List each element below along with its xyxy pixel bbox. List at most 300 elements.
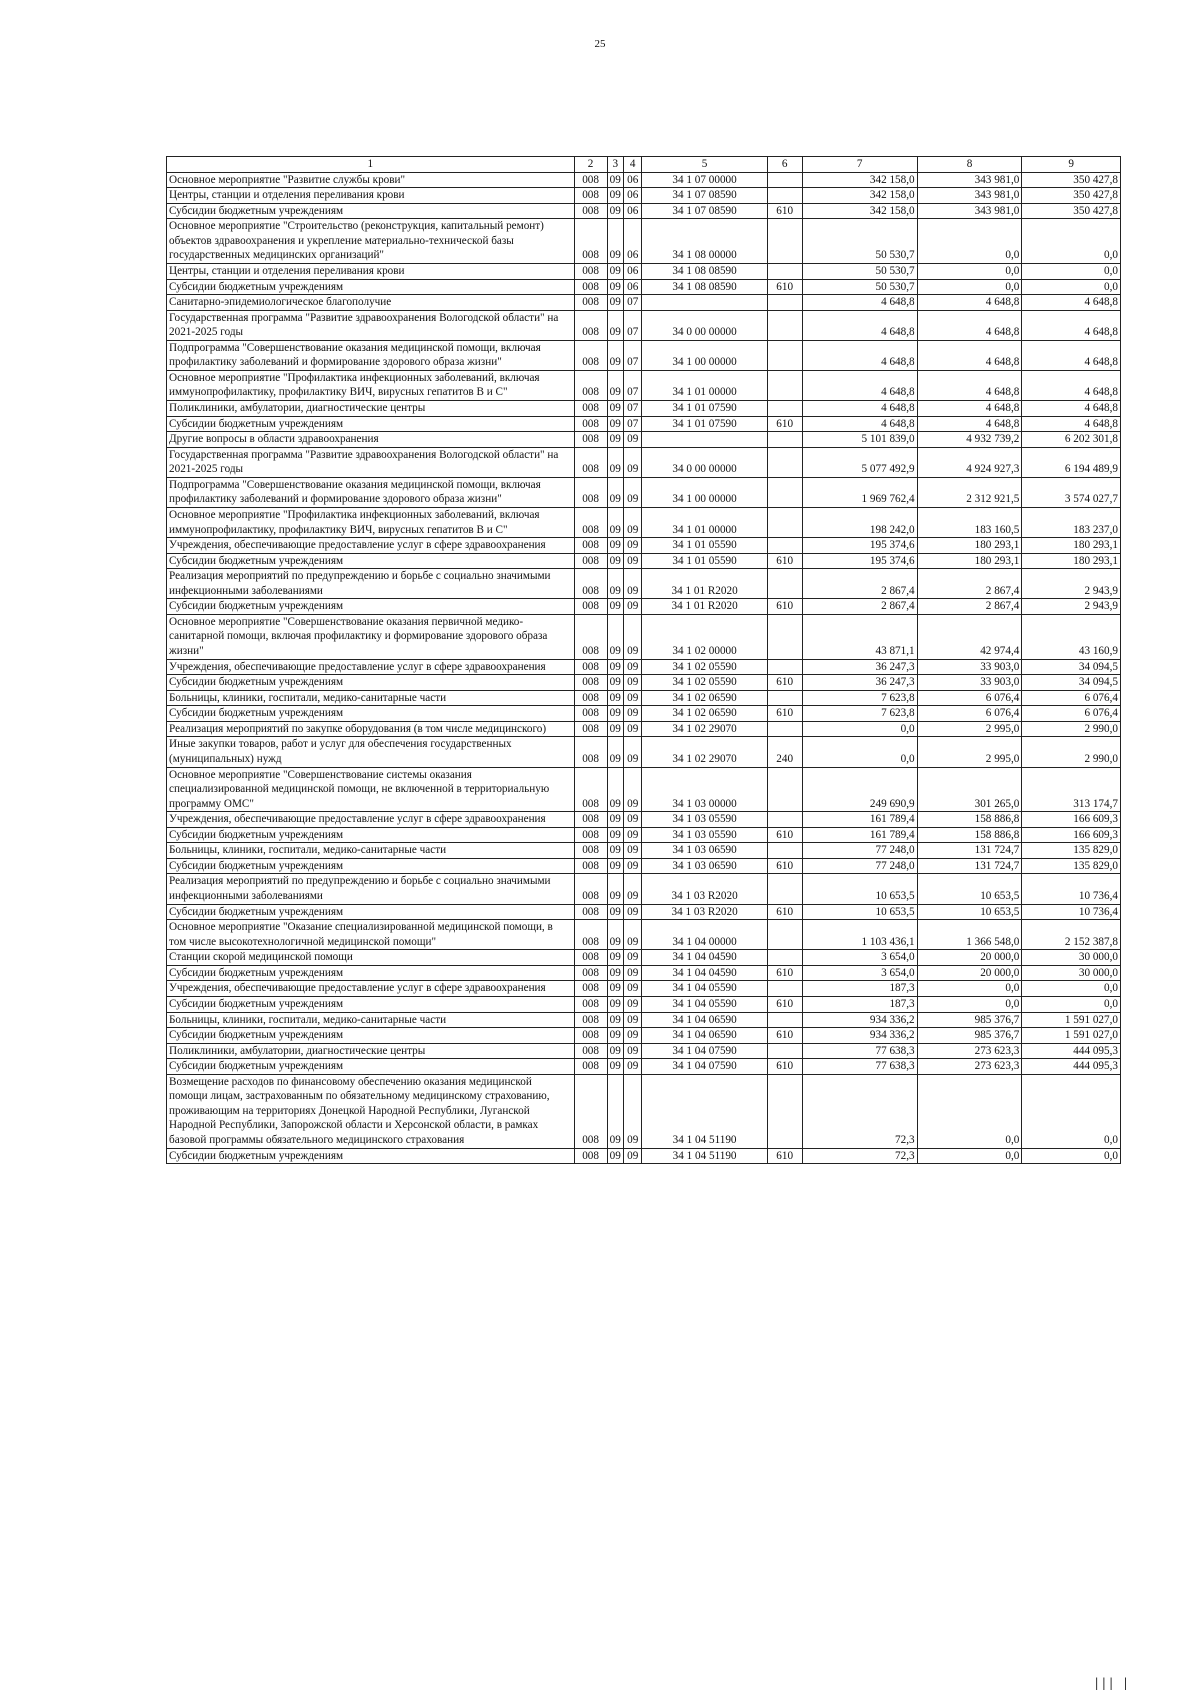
cell-col-5: 34 1 01 R2020 [642, 599, 767, 615]
cell-col-4: 06 [623, 203, 641, 219]
cell-col-6: 610 [767, 203, 802, 219]
cell-col-9: 10 736,4 [1022, 904, 1121, 920]
cell-col-5: 34 1 04 06590 [642, 1012, 767, 1028]
cell-col-8: 1 366 548,0 [917, 920, 1022, 950]
cell-col-6 [767, 219, 802, 264]
cell-col-4: 07 [623, 401, 641, 417]
cell-col-6: 610 [767, 279, 802, 295]
cell-col-7: 2 867,4 [802, 569, 917, 599]
cell-col-5: 34 1 02 00000 [642, 614, 767, 659]
cell-col-4: 09 [623, 737, 641, 767]
cell-col-9: 6 076,4 [1022, 706, 1121, 722]
cell-col-9: 30 000,0 [1022, 950, 1121, 966]
table-row [167, 401, 1121, 417]
cell-col-7: 934 336,2 [802, 1012, 917, 1028]
cell-col-2: 008 [574, 432, 607, 448]
cell-col-7: 198 242,0 [802, 507, 917, 537]
row-label: Подпрограмма "Совершенствование оказания медицинской помощи, включая профилактику заболеваний и формирование здорового образа жизни" [167, 477, 575, 507]
cell-col-9: 135 829,0 [1022, 843, 1121, 859]
cell-col-9: 0,0 [1022, 219, 1121, 264]
cell-col-7: 77 248,0 [802, 843, 917, 859]
cell-col-4: 06 [623, 219, 641, 264]
cell-col-5: 34 1 03 00000 [642, 767, 767, 812]
row-label: Больницы, клиники, госпитали, медико-санитарные части [167, 843, 575, 859]
cell-col-8: 183 160,5 [917, 507, 1022, 537]
cell-col-8: 0,0 [917, 219, 1022, 264]
cell-col-8: 20 000,0 [917, 950, 1022, 966]
cell-col-3: 09 [607, 996, 623, 1012]
cell-col-8: 33 903,0 [917, 659, 1022, 675]
row-label: Субсидии бюджетным учреждениям [167, 706, 575, 722]
cell-col-3: 09 [607, 569, 623, 599]
cell-col-9: 2 990,0 [1022, 737, 1121, 767]
cell-col-8: 0,0 [917, 981, 1022, 997]
cell-col-9: 180 293,1 [1022, 553, 1121, 569]
budget-table [166, 156, 1121, 1164]
cell-col-7: 7 623,8 [802, 706, 917, 722]
cell-col-2: 008 [574, 188, 607, 204]
page-number: 25 [594, 38, 606, 50]
table-row [167, 858, 1121, 874]
cell-col-4: 09 [623, 1148, 641, 1164]
cell-col-6 [767, 874, 802, 904]
cell-col-4: 09 [623, 767, 641, 812]
table-row [167, 874, 1121, 904]
cell-col-8: 985 376,7 [917, 1012, 1022, 1028]
cell-col-3: 09 [607, 920, 623, 950]
cell-col-7: 249 690,9 [802, 767, 917, 812]
row-label: Субсидии бюджетным учреждениям [167, 904, 575, 920]
cell-col-9: 4 648,8 [1022, 370, 1121, 400]
row-label: Субсидии бюджетным учреждениям [167, 1148, 575, 1164]
row-label: Основное мероприятие "Совершенствование системы оказания специализированной медицинской помощи, не включенной в территориальную программу ОМС" [167, 767, 575, 812]
cell-col-7: 4 648,8 [802, 310, 917, 340]
cell-col-2: 008 [574, 1043, 607, 1059]
cell-col-8: 985 376,7 [917, 1028, 1022, 1044]
cell-col-9: 135 829,0 [1022, 858, 1121, 874]
table-row [167, 904, 1121, 920]
cell-col-5: 34 1 02 05590 [642, 675, 767, 691]
cell-col-9: 34 094,5 [1022, 659, 1121, 675]
cell-col-5: 34 1 03 05590 [642, 827, 767, 843]
cell-col-5: 34 1 02 05590 [642, 659, 767, 675]
cell-col-9: 34 094,5 [1022, 675, 1121, 691]
cell-col-2: 008 [574, 690, 607, 706]
cell-col-7: 195 374,6 [802, 538, 917, 554]
cell-col-7: 50 530,7 [802, 219, 917, 264]
cell-col-8: 2 867,4 [917, 569, 1022, 599]
table-row [167, 996, 1121, 1012]
cell-col-9: 350 427,8 [1022, 203, 1121, 219]
cell-col-3: 09 [607, 507, 623, 537]
cell-col-6 [767, 507, 802, 537]
table-row [167, 416, 1121, 432]
table-row [167, 659, 1121, 675]
cell-col-7: 0,0 [802, 721, 917, 737]
cell-col-7: 4 648,8 [802, 295, 917, 311]
row-label: Субсидии бюджетным учреждениям [167, 1028, 575, 1044]
table-row [167, 538, 1121, 554]
cell-col-4: 07 [623, 370, 641, 400]
header-cell: 6 [767, 157, 802, 173]
cell-col-4: 09 [623, 507, 641, 537]
table-row [167, 553, 1121, 569]
cell-col-4: 06 [623, 188, 641, 204]
cell-col-8: 4 648,8 [917, 401, 1022, 417]
cell-col-3: 09 [607, 370, 623, 400]
cell-col-4: 09 [623, 447, 641, 477]
cell-col-8: 158 886,8 [917, 827, 1022, 843]
cell-col-9: 180 293,1 [1022, 538, 1121, 554]
table-row [167, 263, 1121, 279]
cell-col-2: 008 [574, 340, 607, 370]
cell-col-6: 610 [767, 706, 802, 722]
cell-col-4: 09 [623, 812, 641, 828]
row-label: Подпрограмма "Совершенствование оказания медицинской помощи, включая профилактику заболеваний и формирование здорового образа жизни" [167, 340, 575, 370]
cell-col-9: 350 427,8 [1022, 188, 1121, 204]
cell-col-7: 342 158,0 [802, 172, 917, 188]
cell-col-8: 10 653,5 [917, 904, 1022, 920]
table-row [167, 1148, 1121, 1164]
cell-col-2: 008 [574, 507, 607, 537]
cell-col-5: 34 1 01 07590 [642, 416, 767, 432]
table-row [167, 188, 1121, 204]
cell-col-6 [767, 1043, 802, 1059]
cell-col-2: 008 [574, 401, 607, 417]
cell-col-7: 0,0 [802, 737, 917, 767]
cell-col-2: 008 [574, 675, 607, 691]
cell-col-2: 008 [574, 1012, 607, 1028]
cell-col-2: 008 [574, 920, 607, 950]
cell-col-5: 34 1 07 00000 [642, 172, 767, 188]
cell-col-2: 008 [574, 295, 607, 311]
cell-col-6 [767, 843, 802, 859]
cell-col-4: 09 [623, 614, 641, 659]
table-row [167, 827, 1121, 843]
cell-col-9: 10 736,4 [1022, 874, 1121, 904]
cell-col-8: 33 903,0 [917, 675, 1022, 691]
table-row [167, 203, 1121, 219]
cell-col-8: 2 867,4 [917, 599, 1022, 615]
cell-col-6 [767, 263, 802, 279]
cell-col-3: 09 [607, 203, 623, 219]
cell-col-3: 09 [607, 295, 623, 311]
cell-col-7: 77 638,3 [802, 1043, 917, 1059]
table-row [167, 295, 1121, 311]
cell-col-6 [767, 401, 802, 417]
cell-col-3: 09 [607, 401, 623, 417]
cell-col-3: 09 [607, 1028, 623, 1044]
row-label: Субсидии бюджетным учреждениям [167, 675, 575, 691]
cell-col-3: 09 [607, 340, 623, 370]
cell-col-2: 008 [574, 904, 607, 920]
cell-col-4: 09 [623, 843, 641, 859]
cell-col-8: 301 265,0 [917, 767, 1022, 812]
cell-col-6 [767, 812, 802, 828]
cell-col-5: 34 1 03 06590 [642, 858, 767, 874]
row-label: Учреждения, обеспечивающие предоставление услуг в сфере здравоохранения [167, 981, 575, 997]
cell-col-9: 444 095,3 [1022, 1059, 1121, 1075]
cell-col-2: 008 [574, 279, 607, 295]
cell-col-5: 34 1 03 R2020 [642, 904, 767, 920]
table-row [167, 920, 1121, 950]
scan-marks: ||| | [1093, 1676, 1130, 1690]
table-row [167, 569, 1121, 599]
cell-col-6 [767, 1012, 802, 1028]
cell-col-6 [767, 920, 802, 950]
cell-col-6 [767, 295, 802, 311]
cell-col-2: 008 [574, 219, 607, 264]
cell-col-4: 09 [623, 996, 641, 1012]
cell-col-7: 3 654,0 [802, 965, 917, 981]
row-label: Государственная программа "Развитие здравоохранения Вологодской области" на 2021-2025 годы [167, 447, 575, 477]
cell-col-7: 1 103 436,1 [802, 920, 917, 950]
table-row [167, 1074, 1121, 1148]
row-label: Субсидии бюджетным учреждениям [167, 827, 575, 843]
cell-col-8: 6 076,4 [917, 706, 1022, 722]
cell-col-5: 34 1 01 05590 [642, 553, 767, 569]
cell-col-8: 4 648,8 [917, 340, 1022, 370]
cell-col-3: 09 [607, 737, 623, 767]
row-label: Субсидии бюджетным учреждениям [167, 279, 575, 295]
cell-col-8: 2 312 921,5 [917, 477, 1022, 507]
cell-col-2: 008 [574, 1059, 607, 1075]
row-label: Санитарно-эпидемиологическое благополучие [167, 295, 575, 311]
cell-col-5: 34 1 03 06590 [642, 843, 767, 859]
table-row [167, 950, 1121, 966]
cell-col-4: 09 [623, 858, 641, 874]
cell-col-6 [767, 172, 802, 188]
cell-col-9: 6 076,4 [1022, 690, 1121, 706]
cell-col-4: 07 [623, 416, 641, 432]
cell-col-6 [767, 432, 802, 448]
row-label: Учреждения, обеспечивающие предоставление услуг в сфере здравоохранения [167, 659, 575, 675]
header-cell: 9 [1022, 157, 1121, 173]
cell-col-4: 09 [623, 538, 641, 554]
cell-col-9: 1 591 027,0 [1022, 1028, 1121, 1044]
row-label: Другие вопросы в области здравоохранения [167, 432, 575, 448]
cell-col-5: 34 1 02 29070 [642, 721, 767, 737]
header-cell: 8 [917, 157, 1022, 173]
cell-col-7: 36 247,3 [802, 675, 917, 691]
cell-col-3: 09 [607, 706, 623, 722]
cell-col-8: 10 653,5 [917, 874, 1022, 904]
cell-col-9: 2 152 387,8 [1022, 920, 1121, 950]
cell-col-6: 610 [767, 1148, 802, 1164]
cell-col-5: 34 1 04 04590 [642, 950, 767, 966]
cell-col-2: 008 [574, 416, 607, 432]
cell-col-5: 34 1 04 07590 [642, 1059, 767, 1075]
cell-col-9: 43 160,9 [1022, 614, 1121, 659]
cell-col-4: 09 [623, 1012, 641, 1028]
cell-col-7: 7 623,8 [802, 690, 917, 706]
cell-col-5 [642, 432, 767, 448]
cell-col-8: 42 974,4 [917, 614, 1022, 659]
cell-col-2: 008 [574, 1028, 607, 1044]
row-label: Возмещение расходов по финансовому обеспечению оказания медицинской помощи лицам, застрахованным по обязательному медицинскому страхованию, проживающим на территориях Донецкой Народной Республики, Луганской Народной Республики, Запорожской области и Херсонской области, в рамках базовой программы обязательного медицинского страхования [167, 1074, 575, 1148]
cell-col-4: 09 [623, 965, 641, 981]
cell-col-3: 09 [607, 1059, 623, 1075]
cell-col-8: 180 293,1 [917, 553, 1022, 569]
cell-col-5: 34 1 02 06590 [642, 690, 767, 706]
cell-col-6: 240 [767, 737, 802, 767]
cell-col-3: 09 [607, 1043, 623, 1059]
cell-col-2: 008 [574, 981, 607, 997]
cell-col-4: 06 [623, 263, 641, 279]
table-row [167, 767, 1121, 812]
cell-col-8: 343 981,0 [917, 203, 1022, 219]
row-label: Реализация мероприятий по предупреждению и борьбе с социально значимыми инфекционными заболеваниями [167, 874, 575, 904]
cell-col-4: 09 [623, 920, 641, 950]
cell-col-8: 20 000,0 [917, 965, 1022, 981]
cell-col-4: 09 [623, 1059, 641, 1075]
cell-col-3: 09 [607, 172, 623, 188]
cell-col-9: 0,0 [1022, 279, 1121, 295]
cell-col-6 [767, 690, 802, 706]
cell-col-9: 4 648,8 [1022, 401, 1121, 417]
row-label: Основное мероприятие "Профилактика инфекционных заболеваний, включая иммунопрофилактику, профилактику ВИЧ, вирусных гепатитов В и С" [167, 507, 575, 537]
cell-col-6 [767, 310, 802, 340]
cell-col-8: 131 724,7 [917, 843, 1022, 859]
cell-col-8: 273 623,3 [917, 1043, 1022, 1059]
cell-col-4: 06 [623, 172, 641, 188]
row-label: Учреждения, обеспечивающие предоставление услуг в сфере здравоохранения [167, 812, 575, 828]
header-cell: 2 [574, 157, 607, 173]
table-row [167, 370, 1121, 400]
row-label: Субсидии бюджетным учреждениям [167, 416, 575, 432]
header-cell: 5 [642, 157, 767, 173]
cell-col-7: 43 871,1 [802, 614, 917, 659]
cell-col-3: 09 [607, 1012, 623, 1028]
cell-col-2: 008 [574, 172, 607, 188]
cell-col-8: 0,0 [917, 1148, 1022, 1164]
row-label: Иные закупки товаров, работ и услуг для обеспечения государственных (муниципальных) нужд [167, 737, 575, 767]
cell-col-8: 131 724,7 [917, 858, 1022, 874]
cell-col-3: 09 [607, 843, 623, 859]
cell-col-7: 187,3 [802, 981, 917, 997]
row-label: Субсидии бюджетным учреждениям [167, 599, 575, 615]
cell-col-9: 1 591 027,0 [1022, 1012, 1121, 1028]
cell-col-5: 34 1 04 07590 [642, 1043, 767, 1059]
cell-col-7: 161 789,4 [802, 812, 917, 828]
cell-col-2: 008 [574, 310, 607, 340]
cell-col-2: 008 [574, 569, 607, 599]
cell-col-7: 195 374,6 [802, 553, 917, 569]
cell-col-8: 0,0 [917, 279, 1022, 295]
cell-col-7: 1 969 762,4 [802, 477, 917, 507]
cell-col-6 [767, 340, 802, 370]
table-row [167, 279, 1121, 295]
cell-col-5: 34 1 07 08590 [642, 203, 767, 219]
row-label: Субсидии бюджетным учреждениям [167, 858, 575, 874]
cell-col-3: 09 [607, 1074, 623, 1148]
cell-col-3: 09 [607, 279, 623, 295]
cell-col-9: 313 174,7 [1022, 767, 1121, 812]
cell-col-3: 09 [607, 858, 623, 874]
cell-col-5: 34 1 04 00000 [642, 920, 767, 950]
cell-col-6: 610 [767, 904, 802, 920]
cell-col-7: 36 247,3 [802, 659, 917, 675]
cell-col-8: 4 648,8 [917, 295, 1022, 311]
cell-col-5: 34 1 07 08590 [642, 188, 767, 204]
cell-col-7: 934 336,2 [802, 1028, 917, 1044]
cell-col-9: 0,0 [1022, 996, 1121, 1012]
row-label: Субсидии бюджетным учреждениям [167, 1059, 575, 1075]
table-row [167, 477, 1121, 507]
cell-col-9: 4 648,8 [1022, 340, 1121, 370]
cell-col-4: 07 [623, 310, 641, 340]
cell-col-3: 09 [607, 767, 623, 812]
row-label: Государственная программа "Развитие здравоохранения Вологодской области" на 2021-2025 годы [167, 310, 575, 340]
cell-col-5: 34 1 04 06590 [642, 1028, 767, 1044]
row-label: Поликлиники, амбулатории, диагностические центры [167, 1043, 575, 1059]
cell-col-3: 09 [607, 477, 623, 507]
table-row [167, 599, 1121, 615]
cell-col-4: 09 [623, 1043, 641, 1059]
cell-col-2: 008 [574, 965, 607, 981]
cell-col-3: 09 [607, 447, 623, 477]
cell-col-4: 09 [623, 1074, 641, 1148]
cell-col-6 [767, 767, 802, 812]
cell-col-2: 008 [574, 706, 607, 722]
cell-col-2: 008 [574, 553, 607, 569]
cell-col-7: 3 654,0 [802, 950, 917, 966]
cell-col-5: 34 1 08 08590 [642, 263, 767, 279]
row-label: Центры, станции и отделения переливания крови [167, 263, 575, 279]
cell-col-7: 4 648,8 [802, 401, 917, 417]
cell-col-4: 09 [623, 874, 641, 904]
cell-col-9: 3 574 027,7 [1022, 477, 1121, 507]
cell-col-9: 4 648,8 [1022, 416, 1121, 432]
cell-col-4: 09 [623, 553, 641, 569]
cell-col-3: 09 [607, 950, 623, 966]
row-label: Основное мероприятие "Профилактика инфекционных заболеваний, включая иммунопрофилактику, профилактику ВИЧ, вирусных гепатитов В и С" [167, 370, 575, 400]
cell-col-2: 008 [574, 599, 607, 615]
cell-col-4: 09 [623, 675, 641, 691]
cell-col-8: 4 648,8 [917, 416, 1022, 432]
cell-col-6: 610 [767, 1028, 802, 1044]
row-label: Учреждения, обеспечивающие предоставление услуг в сфере здравоохранения [167, 538, 575, 554]
cell-col-3: 09 [607, 219, 623, 264]
cell-col-4: 09 [623, 659, 641, 675]
cell-col-2: 008 [574, 950, 607, 966]
cell-col-3: 09 [607, 614, 623, 659]
cell-col-6: 610 [767, 599, 802, 615]
cell-col-5: 34 1 08 00000 [642, 219, 767, 264]
cell-col-2: 008 [574, 858, 607, 874]
cell-col-9: 166 609,3 [1022, 827, 1121, 843]
cell-col-8: 2 995,0 [917, 737, 1022, 767]
cell-col-6 [767, 1074, 802, 1148]
cell-col-2: 008 [574, 843, 607, 859]
cell-col-8: 2 995,0 [917, 721, 1022, 737]
cell-col-7: 161 789,4 [802, 827, 917, 843]
cell-col-4: 09 [623, 432, 641, 448]
cell-col-5: 34 1 01 05590 [642, 538, 767, 554]
cell-col-9: 2 990,0 [1022, 721, 1121, 737]
cell-col-5: 34 1 00 00000 [642, 477, 767, 507]
table-row [167, 812, 1121, 828]
cell-col-8: 158 886,8 [917, 812, 1022, 828]
table-row [167, 843, 1121, 859]
cell-col-4: 09 [623, 599, 641, 615]
table-row [167, 721, 1121, 737]
cell-col-2: 008 [574, 447, 607, 477]
cell-col-9: 6 202 301,8 [1022, 432, 1121, 448]
cell-col-6: 610 [767, 996, 802, 1012]
cell-col-5: 34 1 03 05590 [642, 812, 767, 828]
cell-col-8: 343 981,0 [917, 188, 1022, 204]
